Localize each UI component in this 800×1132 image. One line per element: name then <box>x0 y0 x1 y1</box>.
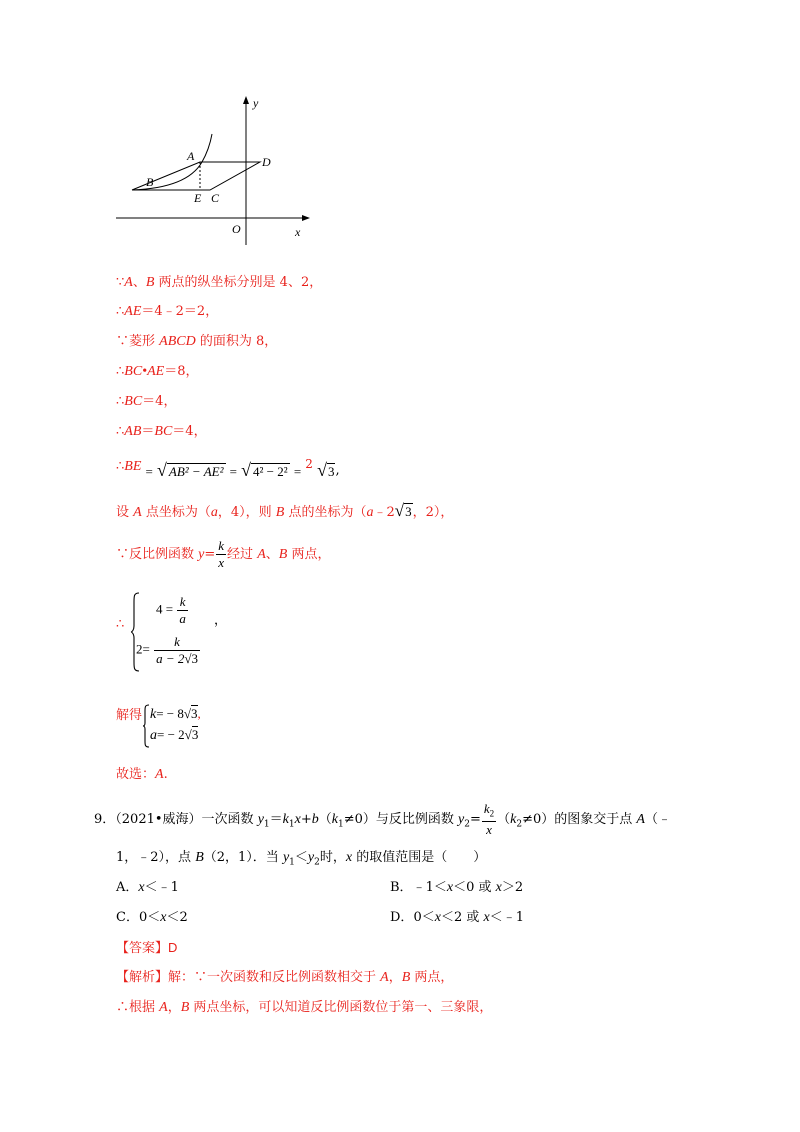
analysis-line-1: 【解析】解：∵一次函数和反比例函数相交于 A，B 两点， <box>116 970 454 985</box>
option-b[interactable]: B．﹣1＜x＜0 或 x＞2 <box>390 880 524 895</box>
label-e: E <box>194 191 202 205</box>
solution-line-4: ∴BC•AE＝8， <box>116 364 199 379</box>
equation-system-1: ∴ 4 = $\frac{k}{a}$ 2= $\frac{k}{a - 2√3}$ ， <box>116 592 336 672</box>
geometry-figure <box>110 90 320 250</box>
solution-line-2: ∴AE＝4﹣2＝2， <box>116 304 219 319</box>
solution-line-7: ∴BE = √ AB² − AE² = √ 4² − 2² = 2 √3, <box>116 457 340 480</box>
sqrt-expression-1: √ AB² − AE² <box>157 460 224 480</box>
fraction-k-over-x: $\frac{k}{x}$ <box>218 538 225 570</box>
label-b: B <box>146 175 154 189</box>
label-x: x <box>295 225 301 239</box>
option-c[interactable]: C．0＜x＜2 <box>116 910 188 925</box>
sqrt-expression-2: √ 4² − 2² <box>241 460 288 480</box>
solution-answer-line: 故选：A. <box>116 767 168 782</box>
solution-line-6: ∴AB＝BC＝4， <box>116 424 207 439</box>
question-9-line-2: 1，﹣2），点 B（2，1）．当 $y_1<y_2$时，x 的取值范围是（ ） <box>116 850 487 868</box>
label-o: O <box>232 222 241 236</box>
solution-line-9: ∵反比例函数 y= $\frac{k}{x}$ 经过 A、B 两点， <box>116 538 331 570</box>
fraction-k2-over-x: $\frac{k_2}{x}$ <box>483 800 495 838</box>
solution-line-5: ∴BC＝4， <box>116 394 177 409</box>
solution-line-3: ∵菱形 ABCD 的面积为 8， <box>116 334 278 349</box>
option-a[interactable]: A．x＜﹣1 <box>116 880 179 895</box>
label-y: y <box>253 96 259 110</box>
solution-line-8: 设 A 点坐标为（a，4），则 B 点的坐标为（a﹣2√3，2）， <box>116 501 454 520</box>
equation-system-2: 解得 k= − 8√3, a= − 2√3 <box>116 704 336 748</box>
option-d[interactable]: D．0＜x＜2 或 x＜﹣1 <box>390 910 524 925</box>
label-d: D <box>262 155 271 169</box>
label-c: C <box>211 191 220 205</box>
question-9-line-1: 9．（2021•威海）一次函数 $y_1=k_1x+b(k_1\ne 0)$与反比例函数 $y_2=$ $\frac{k_2}{x}$ $(k_2\ne 0)$的图象交于点 A（﹣ <box>94 800 671 838</box>
solution-line-1: ∵A、B 两点的纵坐标分别是 4、2， <box>116 275 323 290</box>
answer-line: 【答案】D <box>116 940 178 956</box>
analysis-line-2: ∴根据 A，B 两点坐标，可以知道反比例函数位于第一、三象限， <box>116 1000 493 1015</box>
label-a: A <box>187 149 195 163</box>
